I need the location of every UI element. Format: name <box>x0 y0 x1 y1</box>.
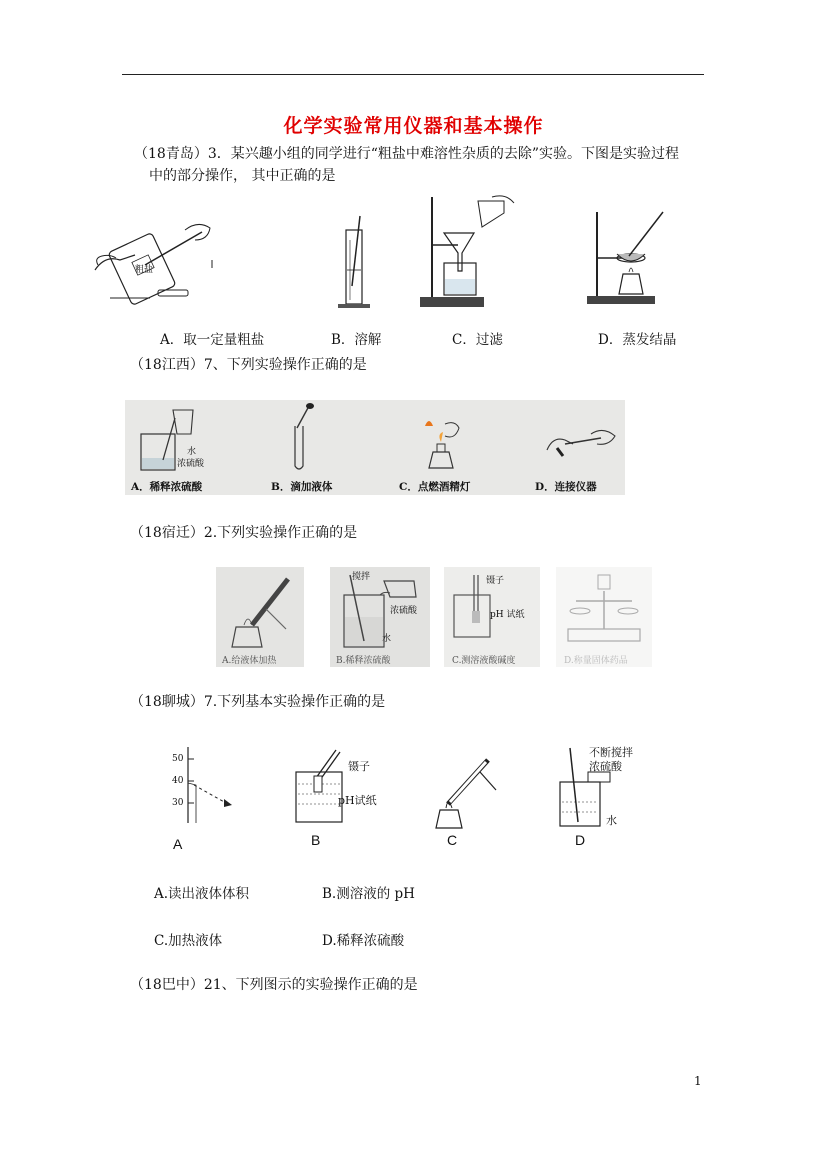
q1-stem-line1: （18青岛）3．某兴趣小组的同学进行“粗盐中难溶性杂质的去除”实验。下图是实验过程 <box>134 146 680 162</box>
q2-water-label: 水 <box>187 447 197 457</box>
q4-letter-c: C <box>447 832 458 848</box>
q2-acid-label: 浓硫酸 <box>177 459 205 469</box>
q1-bottle-label: 粗盐 <box>135 265 154 275</box>
q3-option-c: C.测溶液酸碱度 <box>452 656 516 666</box>
q3-b-acid-label: 浓硫酸 <box>390 606 418 616</box>
q1-option-d: D．蒸发结晶 <box>598 332 677 348</box>
q4-scale-30: 30 <box>172 798 184 808</box>
q3-b-stir-label: 搅拌 <box>352 572 371 582</box>
q4-figure-c <box>432 752 502 832</box>
q4-option-b: B.测溶液的 pH <box>322 886 415 902</box>
q1-option-a: A．取一定量粗盐 <box>160 332 265 348</box>
q3-option-b: B.稀释浓硫酸 <box>336 656 391 666</box>
page-number: 1 <box>694 1074 702 1088</box>
q3-figure-b <box>330 567 430 667</box>
q4-stir-label: 不断搅拌 <box>589 746 633 759</box>
q2-figure-panel <box>125 400 625 495</box>
q2-option-c: C．点燃酒精灯 <box>399 481 471 493</box>
q5-stem: （18巴中）21、下列图示的实验操作正确的是 <box>130 977 418 993</box>
q3-figure-c <box>444 567 540 667</box>
q3-figure-d-drawing <box>560 571 648 645</box>
header-rule <box>122 74 704 75</box>
q4-letter-a: A <box>173 836 183 852</box>
q1-option-b: B．溶解 <box>331 332 382 348</box>
q3-c-ph-label: pH 试纸 <box>490 610 525 620</box>
q4-option-d: D.稀释浓硫酸 <box>322 933 405 949</box>
q1-figure-c <box>418 193 518 311</box>
q3-figure-a-drawing <box>222 569 298 651</box>
q1-figure-b <box>330 210 380 310</box>
q4-stem: （18聊城）7.下列基本实验操作正确的是 <box>130 694 386 710</box>
q2-figure-c <box>415 406 465 472</box>
q4-option-c: C.加热液体 <box>154 933 223 949</box>
q3-figure-a <box>216 567 304 667</box>
q1-option-c: C．过滤 <box>452 332 503 348</box>
q3-option-d: D.称量固体药品 <box>564 656 628 666</box>
q4-ph-label: pH试纸 <box>338 794 377 807</box>
q4-letter-d: D <box>575 832 586 848</box>
q4-option-a: A.读出液体体积 <box>154 886 250 902</box>
q3-b-water-label: 水 <box>382 634 392 644</box>
q4-tweezers-label: 镊子 <box>348 760 370 773</box>
q3-stem: （18宿迁）2.下列实验操作正确的是 <box>130 525 358 541</box>
q3-c-tweezers-label: 镊子 <box>486 576 505 586</box>
q2-figure-b <box>285 402 325 474</box>
q1-figure-d <box>585 208 675 308</box>
q2-option-d: D．连接仪器 <box>535 481 597 493</box>
q1-figure-a <box>90 210 220 305</box>
q4-scale-40: 40 <box>172 776 184 786</box>
q2-figure-d <box>543 424 623 464</box>
q1-stem-line2: 中的部分操作， 其中正确的是 <box>149 168 336 184</box>
q2-option-b: B．滴加液体 <box>271 481 333 493</box>
q4-letter-b: B <box>311 832 321 848</box>
q4-scale-50: 50 <box>172 754 184 764</box>
q2-option-a: A．稀释浓硫酸 <box>131 481 203 493</box>
q4-acid-label: 浓硫酸 <box>589 760 622 773</box>
q2-stem: （18江西）7、下列实验操作正确的是 <box>130 357 367 373</box>
q4-water-label: 水 <box>606 814 617 827</box>
page-title: 化学实验常用仪器和基本操作 <box>283 115 544 137</box>
q3-option-a: A.给液体加热 <box>222 656 277 666</box>
q3-figure-d <box>556 567 652 667</box>
